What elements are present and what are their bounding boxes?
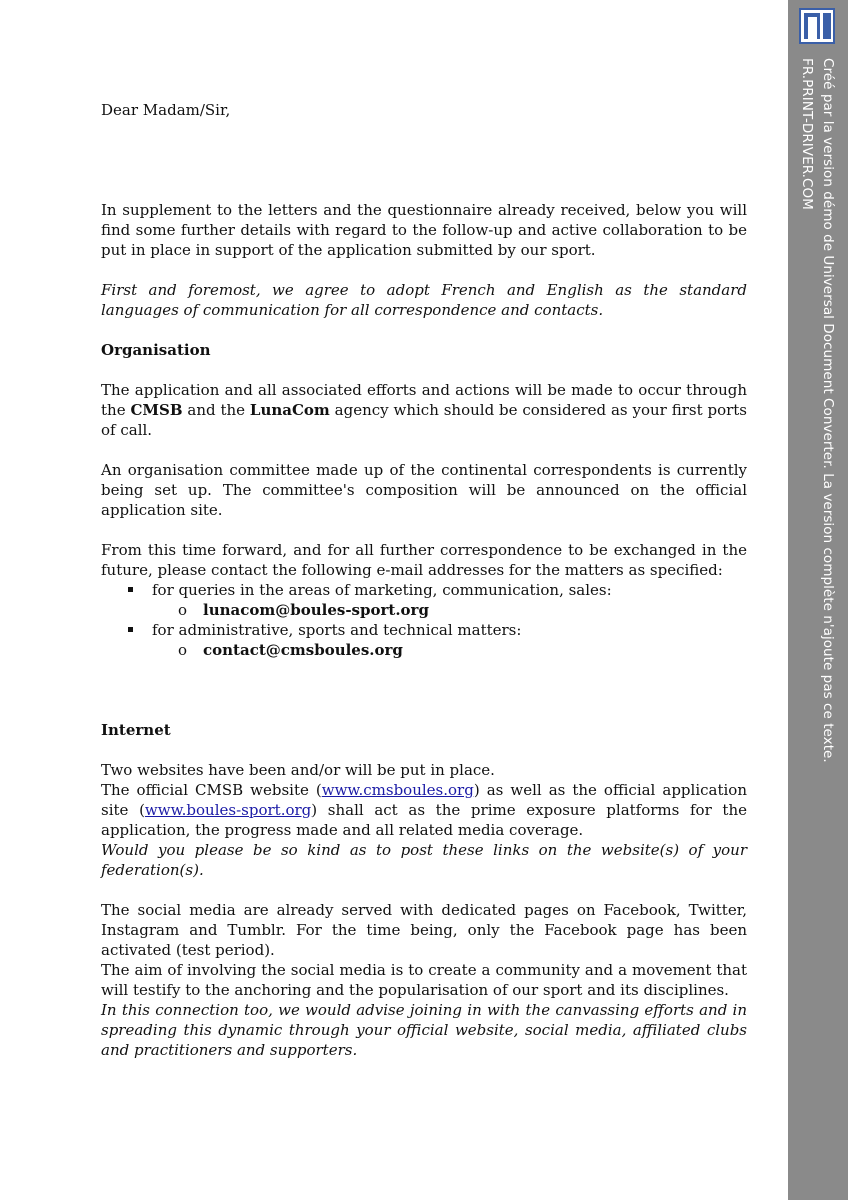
square-bullet-icon xyxy=(128,587,133,592)
bullet-item: for administrative, sports and technical matters: xyxy=(101,620,747,640)
bullet-item: for queries in the areas of marketing, communication, sales: xyxy=(101,580,747,600)
email-cmsb: contact@cmsboules.org xyxy=(203,641,403,659)
internet-line-2: The official CMSB website (www.cmsboules.org) as well as the official application site (www.boules-sport.org) shall act as the prime exposure platforms for the application, the progress made and all related media coverage. xyxy=(101,781,747,839)
lunacom-bold: LunaCom xyxy=(249,401,330,419)
intro-paragraph: In supplement to the letters and the questionnaire already received, below you will find some further details with regard to the follow-up and active collaboration to be put in place in support of the application submitted by our sport. xyxy=(101,201,747,259)
cmsboules-link[interactable]: www.cmsboules.org xyxy=(321,781,474,799)
organisation-heading: Organisation xyxy=(101,341,211,359)
watermark-url: FR.PRINT-DRIVER.COM xyxy=(799,58,815,210)
circle-bullet-icon: o xyxy=(178,601,188,619)
internet-heading: Internet xyxy=(101,721,171,739)
circle-bullet-icon: o xyxy=(178,641,188,659)
greeting: Dear Madam/Sir, xyxy=(101,101,231,119)
social-media-paragraph: The social media are already served with dedicated pages on Facebook, Twitter, Instagram and Tumblr. For the time being, only the Facebook page has been activated (test period). xyxy=(101,901,747,959)
organisation-paragraph-1: The application and all associated efforts and actions will be made to occur through the CMSB and the LunaCom agency which should be considered as your first ports of call. xyxy=(101,381,747,439)
social-aim-paragraph: The aim of involving the social media is to create a community and a movement that will testify to the anchoring and the popularisation of our sport and its disciplines. xyxy=(101,961,747,999)
email-lunacom: lunacom@boules-sport.org xyxy=(203,601,429,619)
cmsb-bold: CMSB xyxy=(130,401,183,419)
letter-body xyxy=(101,100,747,1060)
watermark-text: Créé par la version démo de Universal Document Converter. La version complète n'ajoute pas ce texte. xyxy=(820,58,836,763)
internet-request: Would you please be so kind as to post these links on the website(s) of your federation(s). xyxy=(101,841,747,879)
watermark-sidebar xyxy=(788,0,848,1200)
email-item xyxy=(101,600,747,620)
canvassing-paragraph: In this connection too, we would advise joining in with the canvassing efforts and in spreading this dynamic through your official website, social media, affiliated clubs and practitioners and supporters. xyxy=(101,1001,747,1059)
languages-paragraph: First and foremost, we agree to adopt French and English as the standard languages of communication for all correspondence and contacts. xyxy=(101,281,747,319)
boules-sport-link[interactable]: www.boules-sport.org xyxy=(144,801,312,819)
converter-logo-icon xyxy=(799,8,835,44)
internet-line-1: Two websites have been and/or will be put in place. xyxy=(101,761,495,779)
email-item xyxy=(101,640,747,660)
organisation-paragraph-2: An organisation committee made up of the continental correspondents is currently being set up. The committee's composition will be announced on the official application site. xyxy=(101,461,747,519)
square-bullet-icon xyxy=(128,627,133,632)
organisation-paragraph-3: From this time forward, and for all further correspondence to be exchanged in the future, please contact the following e-mail addresses for the matters as specified: xyxy=(101,541,747,579)
